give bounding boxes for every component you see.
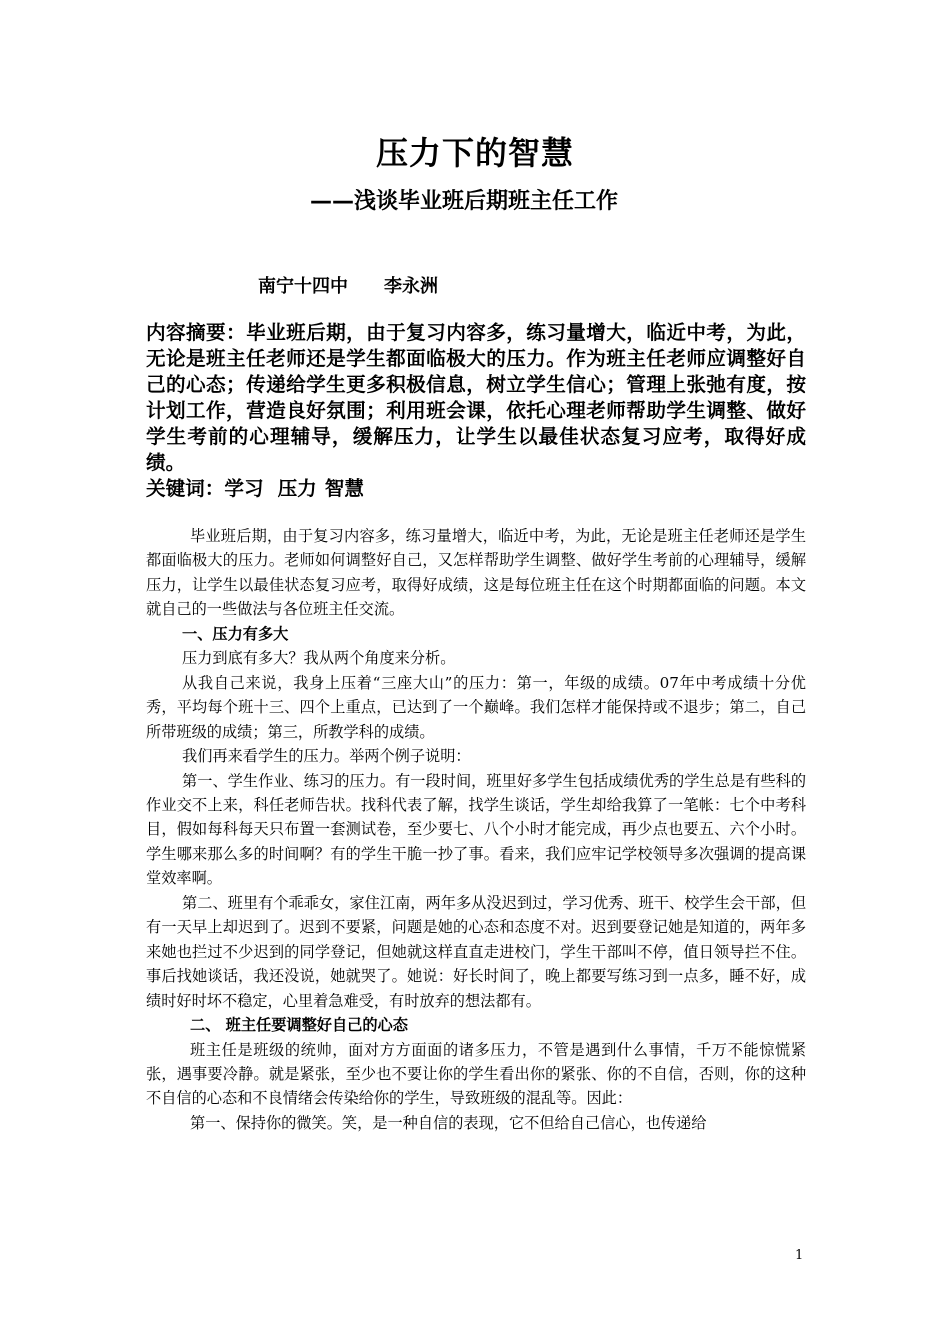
author-school: 南宁十四中 (258, 276, 348, 297)
section-heading-1: 一、压力有多大 (182, 624, 289, 643)
paragraph-intro: 毕业班后期，由于复习内容多，练习量增大，临近中考，为此，无论是班主任老师还是学生都面临极大的压力。老师如何调整好自己，又怎样帮助学生调整、做好学生考前的心理辅导，缓解压力，让学生以最佳状态复习应考，取得好成绩，这是每位班主任在这个时期都面临的问题。本文就自己的一些做法与各位班主任交流。 (146, 527, 806, 619)
section-heading-2: 二、 班主任要调整好自己的心态 (190, 1016, 408, 1035)
paragraph: 从我自己来说，我身上压着“三座大山”的压力：第一，年级的成绩。07年中考成绩十分优秀，平均每个班十三、四个上重点，已达到了一个巅峰。我们怎样才能保持或不退步；第二，自己所带班级的成绩；第三，所教学科的成绩。 (146, 673, 806, 741)
author-name: 李永洲 (384, 276, 438, 297)
page-subtitle: ——浅谈毕业班后期班主任工作 (310, 189, 619, 214)
keywords-line (146, 476, 364, 502)
keyword-3: 智慧 (324, 477, 364, 500)
abstract: 内容摘要：毕业班后期，由于复习内容多，练习量增大，临近中考，为此，无论是班主任老师还是学生都面临极大的压力。作为班主任老师应调整好自己的心态；传递给学生更多积极信息，树立学生信心；管理上张弛有度，按计划工作，营造良好氛围；利用班会课，依托心理老师帮助学生调整、做好学生考前的心理辅导，缓解压力，让学生以最佳状态复习应考，取得好成绩。 (146, 321, 806, 474)
paragraph: 第一、学生作业、练习的压力。有一段时间，班里好多学生包括成绩优秀的学生总是有些科的作业交不上来，科任老师告状。找科代表了解，找学生谈话，学生却给我算了一笔帐：七个中考科目，假如每科每天只布置一套测试卷，至少要七、八个小时才能完成，再少点也要五、六个小时。学生哪来那么多的时间啊？有的学生干脆一抄了事。看来，我们应牢记学校领导多次强调的提高课堂效率啊。 (146, 771, 806, 888)
paragraph: 第二、班里有个乖乖女，家住江南，两年多从没迟到过，学习优秀、班干、校学生会干部，但有一天早上却迟到了。迟到不要紧，问题是她的心态和态度不对。迟到要登记她是知道的，两年多来她也拦过不少迟到的同学登记，但她就这样直直走进校门，学生干部叫不停，值日领导拦不住。事后找她谈话，我还没说，她就哭了。她说：好长时间了，晚上都要写练习到一点多，睡不好，成绩时好时坏不稳定，心里着急难受，有时放弃的想法都有。 (146, 893, 806, 1010)
page-title: 压力下的智慧 (375, 134, 574, 172)
paragraph: 我们再来看学生的压力。举两个例子说明： (182, 747, 471, 766)
page-number: 1 (795, 1248, 804, 1263)
keywords-label: 关键词：学习 (146, 477, 264, 500)
paragraph: 班主任是班级的统帅，面对方方面面的诸多压力，不管是遇到什么事情，千万不能惊慌紧张，遇事要冷静。就是紧张，至少也不要让你的学生看出你的紧张、你的不自信，否则，你的这种不自信的心态和不良情绪会传染给你的学生，导致班级的混乱等。因此： (146, 1040, 806, 1108)
body-text (146, 524, 806, 1135)
paragraph: 第一、保持你的微笑。笑，是一种自信的表现，它不但给自己信心，也传递给 (190, 1113, 707, 1132)
author-line (258, 272, 438, 298)
paragraph: 压力到底有多大？我从两个角度来分析。 (182, 649, 456, 668)
keyword-2: 压力 (277, 477, 317, 500)
